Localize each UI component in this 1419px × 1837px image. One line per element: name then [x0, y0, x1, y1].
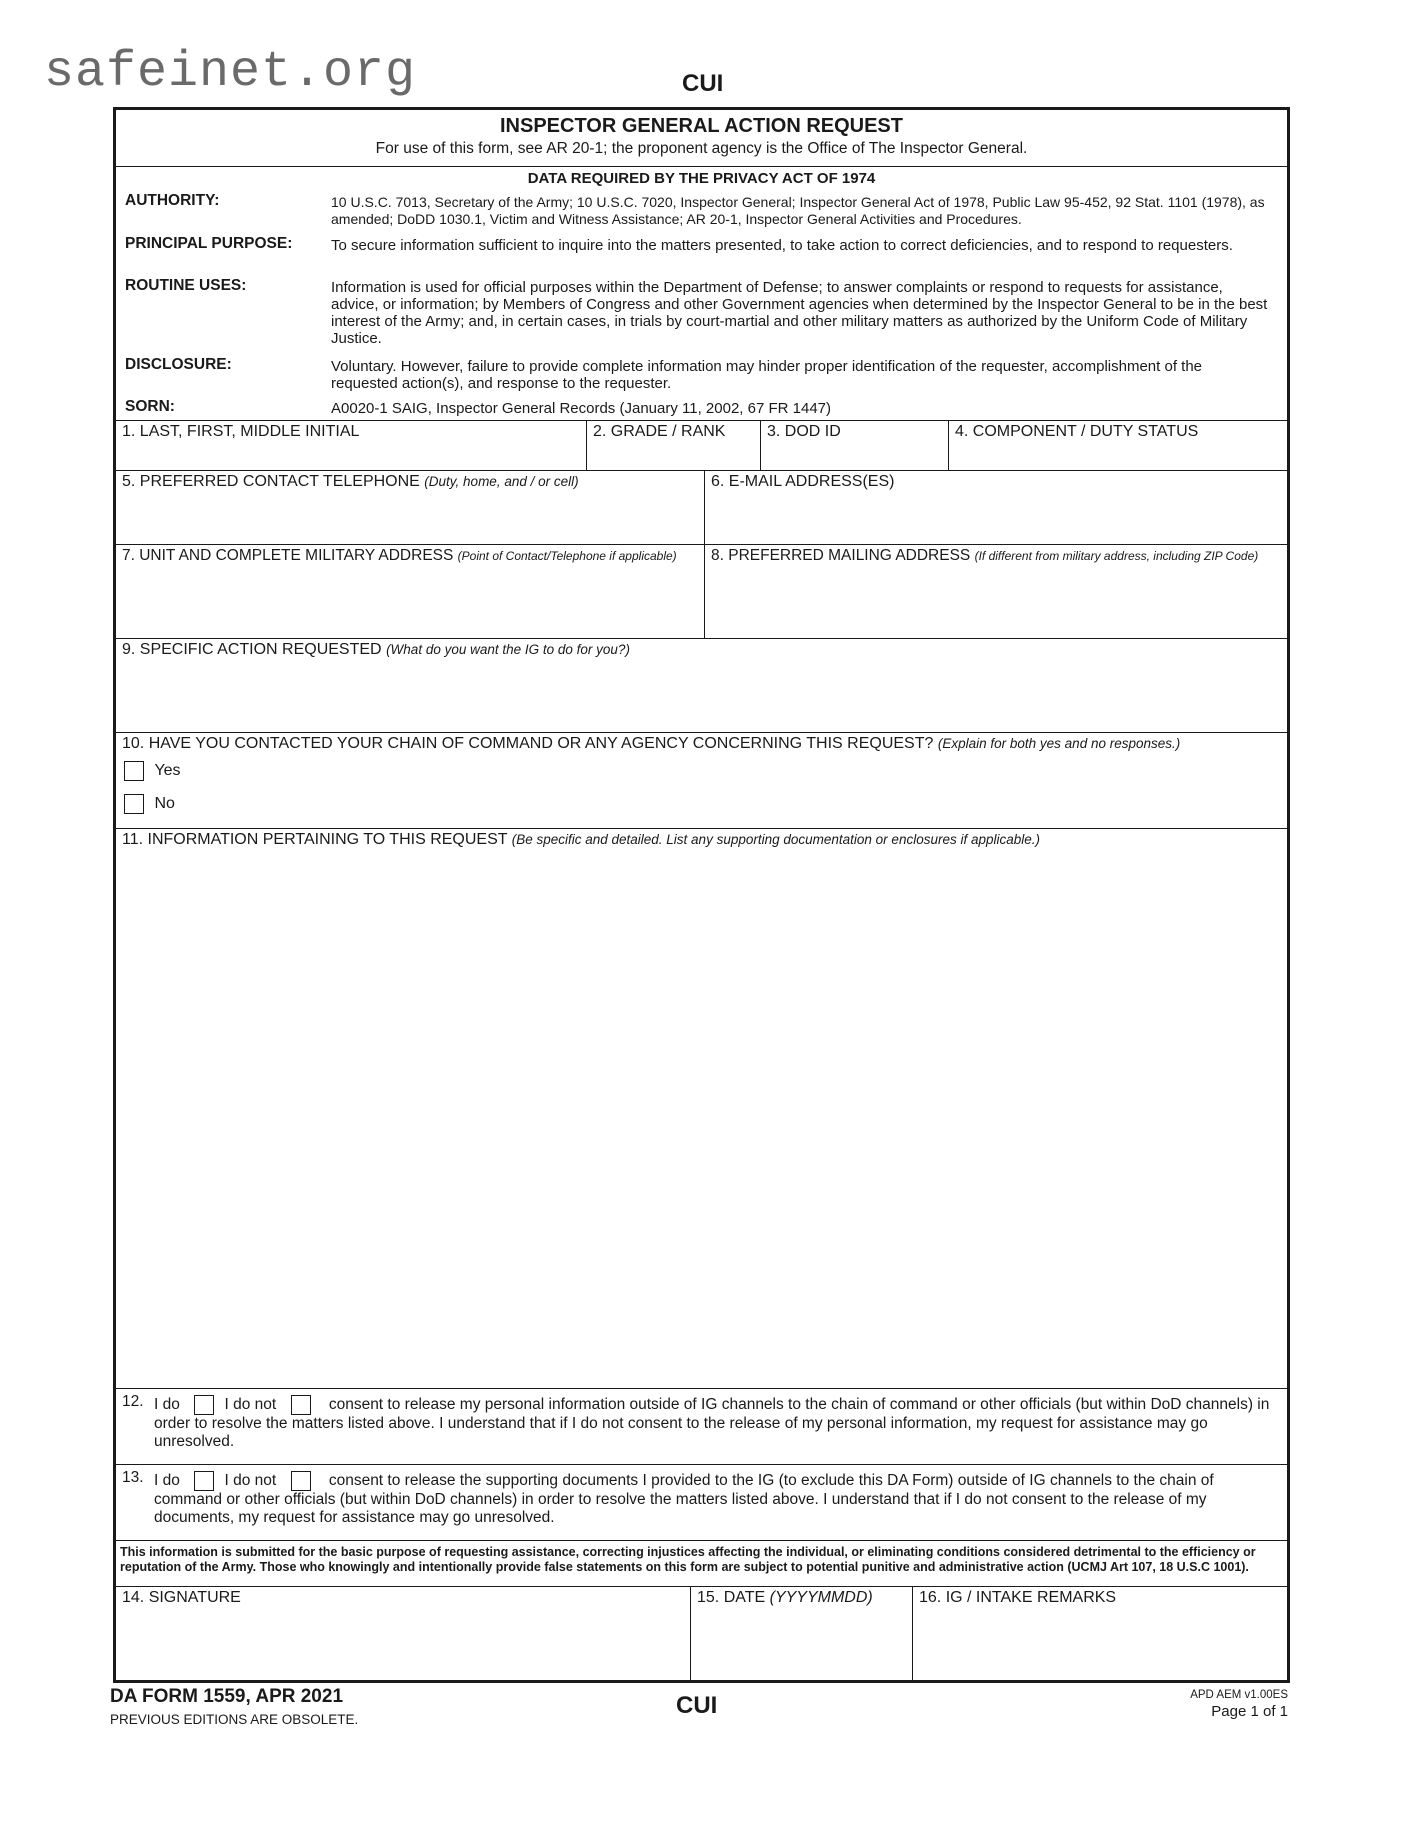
field-ig-remarks-label: 16. IG / INTAKE REMARKS: [919, 1589, 1117, 1606]
field-mailing-address-label: [711, 547, 1258, 565]
disclosure-label: DISCLOSURE:: [125, 356, 232, 373]
field-component-label: 4. COMPONENT / DUTY STATUS: [955, 423, 1199, 440]
row-identity: [116, 420, 1287, 471]
chain-of-command-no[interactable]: [124, 794, 175, 814]
field-signature-label: 14. SIGNATURE: [122, 1589, 241, 1606]
footer-page-info: [1190, 1689, 1288, 1720]
specific-action-label-note: (What do you want the IG to do for you?): [386, 642, 630, 657]
field-component[interactable]: [948, 421, 1287, 471]
consent-13-donot-label: I do not: [224, 1472, 277, 1490]
consent-13-text: consent to release the supporting documents I provided to the IG (to exclude this DA Form) outside of IG channels to the chain of command or other officials (but within DoD channels) in order to resolve the matters listed above. I understand that if I do not consent to the release of my documents, my request for assistance may go unresolved.: [154, 1472, 1214, 1526]
information-label-text: 11. INFORMATION PERTAINING TO THIS REQUEST: [122, 831, 508, 848]
no-checkbox[interactable]: [124, 794, 144, 814]
consent-12-text: consent to release my personal information outside of IG channels to the chain of command or other officials (but within DoD channels) in order to resolve the matters listed above. I understand that if I do not consent to the release of my personal information, my request for assistance may go unresolved.: [154, 1396, 1270, 1450]
sorn-label: SORN:: [125, 398, 175, 415]
consent-13-do-checkbox[interactable]: [194, 1471, 214, 1491]
mailing-address-label-note: (If different from military address, including ZIP Code): [974, 549, 1259, 563]
field-email-label: 6. E-MAIL ADDRESS(ES): [711, 473, 895, 490]
field-information-label: [122, 831, 1040, 849]
routine-uses-text: Information is used for official purposes within the Department of Defense; to answer complaints or respond to requests for assistance, advice, or information; by Members of Congress and other Government agencies when determined by the Inspector General to be in the best interest of the Army; and, in certain cases, in trials by court-martial and other military matters as authorized by the Uniform Code of Military Justice.: [331, 279, 1268, 347]
footer-form-info: [110, 1686, 358, 1727]
field-date[interactable]: [690, 1587, 912, 1680]
field-military-address[interactable]: [116, 545, 704, 639]
form-title: INSPECTOR GENERAL ACTION REQUEST: [499, 115, 903, 137]
consent-13-number: 13.: [122, 1469, 144, 1486]
field-name[interactable]: [116, 421, 586, 471]
sorn-text: A0020-1 SAIG, Inspector General Records (January 11, 2002, 67 FR 1447): [331, 400, 831, 417]
date-label-note: (YYYYMMDD): [769, 1589, 873, 1606]
field-information[interactable]: [116, 828, 1287, 1389]
false-statement-notice: This information is submitted for the basic purpose of requesting assistance, correcting injustices affecting the individual, or eliminating conditions considered detrimental to the efficiency or reputation of the Army. Those who knowingly and intentionally provide false statements on this form are subject to potential punitive and administrative action (UCMJ Art 107, 18 U.S.C 1001).: [120, 1545, 1256, 1574]
privacy-act-heading: DATA REQUIRED BY THE PRIVACY ACT OF 1974: [527, 170, 876, 187]
page-number: Page 1 of 1: [1211, 1703, 1288, 1720]
disclosure-text: Voluntary. However, failure to provide complete information may hinder proper identification of the requester, accomplishment of the requested action(s), and response to the requester.: [331, 358, 1203, 392]
consent-12-do-label: I do: [154, 1396, 180, 1414]
row-address: [116, 544, 1287, 639]
ig-action-request-form: [113, 107, 1290, 1683]
chain-of-command-label-note: (Explain for both yes and no responses.): [937, 736, 1181, 751]
consent-12: [116, 1388, 1287, 1465]
field-dod-id[interactable]: [760, 421, 948, 471]
form-number: DA FORM 1559, APR 2021: [110, 1686, 344, 1707]
field-mailing-address[interactable]: [704, 545, 1287, 639]
field-grade-rank-label: 2. GRADE / RANK: [593, 423, 726, 440]
authority-text: 10 U.S.C. 7013, Secretary of the Army; 10 U.S.C. 7020, Inspector General; Inspector General Act of 1978, Public Law 95-452, 92 Stat. 1101 (1978), as amended; DoDD 1030.1, Victim and Witness Assistance; AR 20-1, Inspector General Activities and Procedures.: [331, 194, 1265, 227]
yes-checkbox[interactable]: [124, 761, 144, 781]
obsolete-notice: PREVIOUS EDITIONS ARE OBSOLETE.: [110, 1712, 359, 1727]
chain-of-command-yes[interactable]: [124, 761, 181, 781]
mailing-address-label-text: 8. PREFERRED MAILING ADDRESS: [711, 547, 971, 564]
field-chain-of-command-label: [122, 735, 1180, 753]
cui-marking-bottom: CUI: [676, 1692, 718, 1719]
field-specific-action-label: [122, 641, 630, 659]
no-label: No: [154, 795, 175, 813]
purpose-label: PRINCIPAL PURPOSE:: [125, 235, 293, 252]
consent-12-do-checkbox[interactable]: [194, 1395, 214, 1415]
field-chain-of-command: [116, 732, 1287, 829]
field-email[interactable]: [704, 471, 1287, 545]
authority-label: AUTHORITY:: [125, 192, 220, 209]
telephone-label-text: 5. PREFERRED CONTACT TELEPHONE: [122, 473, 420, 490]
field-military-address-label: [122, 547, 677, 565]
statement-row: [116, 1540, 1287, 1587]
consent-12-donot-checkbox[interactable]: [291, 1395, 311, 1415]
consent-12-body: [154, 1395, 1271, 1451]
divider: [116, 166, 1287, 167]
field-signature[interactable]: [116, 1587, 690, 1680]
form-subtitle: For use of this form, see AR 20-1; the proponent agency is the Office of The Inspector General.: [375, 140, 1028, 157]
routine-uses-label: ROUTINE USES:: [125, 277, 247, 294]
field-grade-rank[interactable]: [586, 421, 760, 471]
field-ig-remarks[interactable]: [912, 1587, 1287, 1680]
form-version: APD AEM v1.00ES: [1190, 1689, 1288, 1701]
consent-13: [116, 1464, 1287, 1541]
watermark: safeinet.org: [44, 44, 417, 101]
chain-of-command-label-text: 10. HAVE YOU CONTACTED YOUR CHAIN OF COMMAND OR ANY AGENCY CONCERNING THIS REQUEST?: [122, 735, 934, 752]
consent-12-number: 12.: [122, 1393, 144, 1410]
consent-12-donot-label: I do not: [224, 1396, 277, 1414]
field-specific-action[interactable]: [116, 638, 1287, 733]
field-date-label: [697, 1589, 873, 1607]
cui-marking-top: CUI: [682, 70, 724, 97]
information-label-note: (Be specific and detailed. List any supporting documentation or enclosures if applicable.): [511, 832, 1041, 847]
field-dod-id-label: 3. DOD ID: [767, 423, 841, 440]
consent-13-donot-checkbox[interactable]: [291, 1471, 311, 1491]
military-address-label-note: (Point of Contact/Telephone if applicable): [457, 549, 677, 563]
field-telephone-label: [122, 473, 579, 491]
purpose-text: To secure information sufficient to inquire into the matters presented, to take action to correct deficiencies, and to respond to requesters.: [331, 237, 1233, 254]
field-name-label: 1. LAST, FIRST, MIDDLE INITIAL: [122, 423, 360, 440]
row-signature: [116, 1586, 1287, 1680]
consent-13-do-label: I do: [154, 1472, 180, 1490]
field-telephone[interactable]: [116, 471, 704, 545]
military-address-label-text: 7. UNIT AND COMPLETE MILITARY ADDRESS: [122, 547, 454, 564]
telephone-label-note: (Duty, home, and / or cell): [424, 474, 579, 489]
row-contact: [116, 470, 1287, 545]
specific-action-label-text: 9. SPECIFIC ACTION REQUESTED: [122, 641, 382, 658]
consent-13-body: [154, 1471, 1271, 1527]
date-label-text: 15. DATE: [697, 1589, 766, 1606]
yes-label: Yes: [154, 762, 181, 780]
